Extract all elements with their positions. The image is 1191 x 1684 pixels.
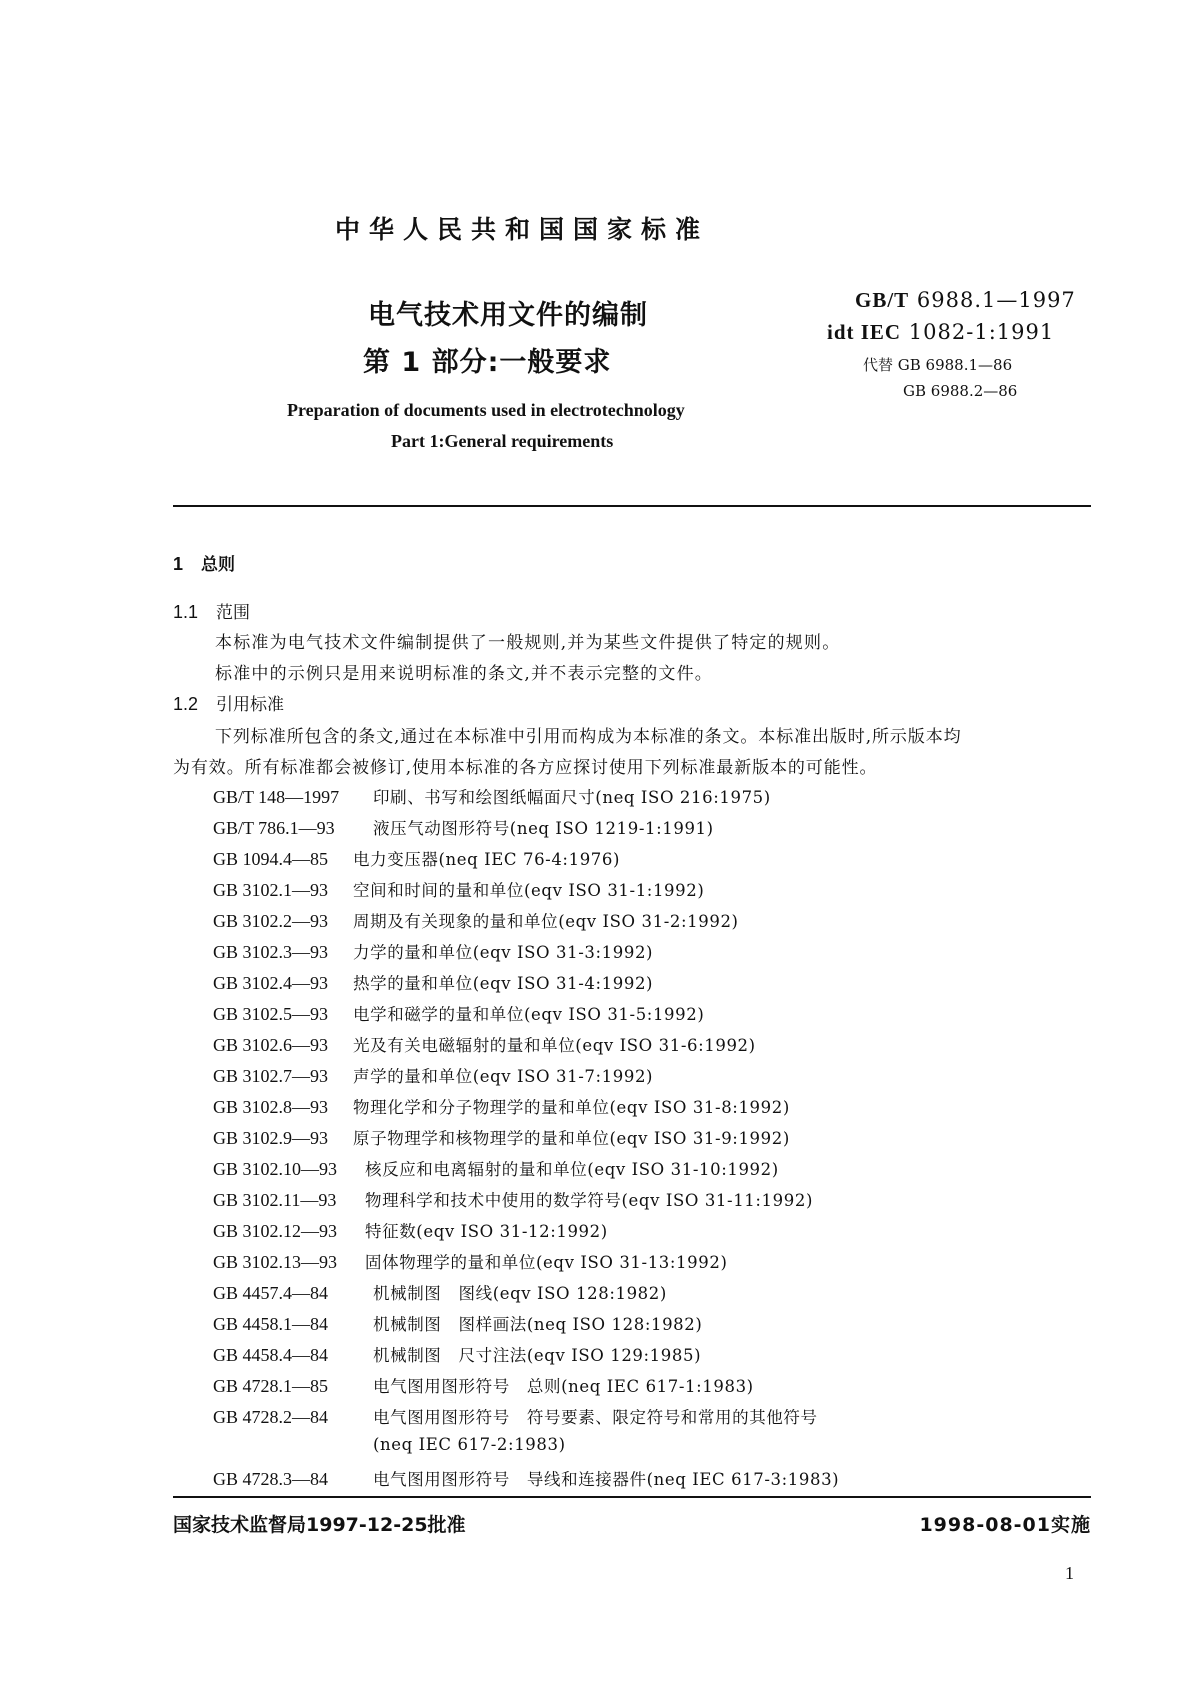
reference-code: GB 3102.6—93 [213,1035,329,1055]
reference-item [213,908,739,932]
reference-title: (neq IEC 617-2:1983) [373,1435,566,1454]
section-number: 1.2 [173,694,199,714]
effective-date: 1998-08-01实施 [919,1514,1091,1536]
reference-title: 电学和磁学的量和单位(eqv ISO 31-5:1992) [353,1005,705,1024]
page-number: 1 [1065,1563,1074,1583]
reference-item [213,1218,608,1242]
reference-title: 特征数(eqv ISO 31-12:1992) [365,1222,608,1241]
idt-prefix: idt IEC [827,320,902,344]
reference-code: GB 3102.13—93 [213,1252,338,1272]
reference-title: 电气图用图形符号 符号要素、限定符号和常用的其他符号 [373,1408,818,1427]
reference-title: 光及有关电磁辐射的量和单位(eqv ISO 31-6:1992) [353,1036,756,1055]
approval-statement: 国家技术监督局1997-12-25批准 [173,1514,466,1536]
scope-paragraph-1: 本标准为电气技术文件编制提供了一般规则,并为某些文件提供了特定的规则。 [215,633,841,653]
reference-code: GB 3102.2—93 [213,911,329,931]
reference-code: GB 3102.7—93 [213,1066,329,1086]
reference-item [213,1187,813,1211]
section-title: 范围 [216,603,251,623]
section-1-2-heading [173,690,284,715]
reference-code: GB 3102.12—93 [213,1221,338,1241]
reference-item [213,784,771,808]
reference-code: GB 4728.1—85 [213,1376,329,1396]
chinese-title-line1: 电气技术用文件的编制 [368,300,648,331]
replaces-line1: 代替 GB 6988.1—86 [863,356,1013,374]
reference-item [213,1094,790,1118]
reference-title: 电气图用图形符号 总则(neq IEC 617-1:1983) [373,1377,754,1396]
section-number: 1 [173,554,184,574]
reference-item [213,1063,653,1087]
reference-item [213,846,620,870]
reference-item [213,1404,818,1428]
identical-standard [827,320,1054,345]
reference-item [213,1156,779,1180]
reference-code: GB 3102.8—93 [213,1097,329,1117]
reference-title: 机械制图 尺寸注法(eqv ISO 129:1985) [373,1346,702,1365]
reference-code: GB 3102.5—93 [213,1004,329,1024]
english-title-line2: Part 1:General requirements [391,431,614,451]
reference-item [213,1001,704,1025]
english-title-line1: Preparation of documents used in electrotechnology [287,400,685,420]
header-divider [173,505,1091,507]
reference-code: GB 4728.2—84 [213,1407,329,1427]
reference-title: 物理科学和技术中使用的数学符号(eqv ISO 31-11:1992) [365,1191,813,1210]
reference-title: 声学的量和单位(eqv ISO 31-7:1992) [353,1067,654,1086]
reference-code: GB 4458.1—84 [213,1314,329,1334]
reference-code: GB 4458.4—84 [213,1345,329,1365]
reference-item [213,1280,667,1304]
reference-title: 物理化学和分子物理学的量和单位(eqv ISO 31-8:1992) [353,1098,790,1117]
reference-title: 核反应和电离辐射的量和单位(eqv ISO 31-10:1992) [365,1160,779,1179]
reference-code: GB 3102.11—93 [213,1190,337,1210]
section-number: 1.1 [173,602,199,622]
reference-code: GB 3102.10—93 [213,1159,338,1179]
section-1-heading [173,550,235,575]
references-intro-line2: 为有效。所有标准都会被修订,使用本标准的各方应探讨使用下列标准最新版本的可能性。 [173,758,878,778]
reference-code: GB 3102.1—93 [213,880,329,900]
reference-code: GB/T 786.1—93 [213,818,335,838]
scope-paragraph-2: 标准中的示例只是用来说明标准的条文,并不表示完整的文件。 [215,664,714,684]
reference-title: 印刷、书写和绘图纸幅面尺寸(neq ISO 216:1975) [373,788,771,807]
reference-item [213,1342,701,1366]
reference-item [213,1311,702,1335]
standard-number-value: 6988.1—1997 [916,288,1076,312]
reference-item [213,1249,727,1273]
reference-code: GB/T 148—1997 [213,787,340,807]
reference-item [213,1466,839,1490]
reference-title: 电力变压器(neq IEC 76-4:1976) [353,850,621,869]
reference-code: GB 4728.3—84 [213,1469,329,1489]
reference-title: 固体物理学的量和单位(eqv ISO 31-13:1992) [365,1253,728,1272]
chinese-title-line2: 第 1 部分:一般要求 [363,347,612,378]
reference-item [213,1373,754,1397]
reference-code: GB 4457.4—84 [213,1283,329,1303]
section-title: 引用标准 [216,695,285,715]
reference-code: GB 3102.3—93 [213,942,329,962]
standard-prefix: GB/T [855,288,910,312]
reference-item [213,815,714,839]
reference-code: GB 3102.4—93 [213,973,329,993]
reference-title: 液压气动图形符号(neq ISO 1219-1:1991) [373,819,714,838]
reference-item-continuation [213,1435,566,1455]
reference-title: 电气图用图形符号 导线和连接器件(neq IEC 617-3:1983) [373,1470,840,1489]
reference-title: 热学的量和单位(eqv ISO 31-4:1992) [353,974,654,993]
reference-item [213,1032,756,1056]
standard-number [855,288,1076,313]
section-1-1-heading [173,598,250,623]
reference-title: 机械制图 图线(eqv ISO 128:1982) [373,1284,667,1303]
reference-code: GB 3102.9—93 [213,1128,329,1148]
reference-title: 机械制图 图样画法(neq ISO 128:1982) [373,1315,703,1334]
reference-item [213,1125,790,1149]
reference-item [213,939,653,963]
national-standard-title: 中华人民共和国国家标准 [335,215,710,244]
references-intro-line1: 下列标准所包含的条文,通过在本标准中引用而构成为本标准的条文。本标准出版时,所示版本均 [215,727,962,747]
section-title: 总则 [201,555,236,575]
reference-code: GB 1094.4—85 [213,849,329,869]
footer-divider [173,1496,1091,1498]
reference-item [213,877,704,901]
reference-title: 力学的量和单位(eqv ISO 31-3:1992) [353,943,654,962]
reference-item [213,970,653,994]
replaces-line2: GB 6988.2—86 [903,382,1018,400]
reference-title: 原子物理学和核物理学的量和单位(eqv ISO 31-9:1992) [353,1129,790,1148]
reference-title: 周期及有关现象的量和单位(eqv ISO 31-2:1992) [353,912,739,931]
idt-number: 1082-1:1991 [908,320,1055,344]
reference-title: 空间和时间的量和单位(eqv ISO 31-1:1992) [353,881,705,900]
